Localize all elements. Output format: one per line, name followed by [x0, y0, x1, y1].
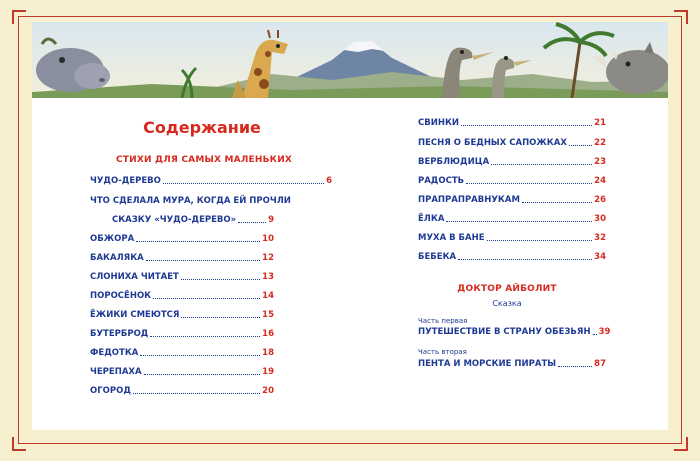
page-title: Содержание: [143, 118, 261, 137]
left-column: [32, 98, 352, 430]
animal-banner-illustration: [32, 22, 668, 98]
right-column: [352, 98, 668, 430]
section-heading-poems: СТИХИ ДЛЯ САМЫХ МАЛЕНЬКИХ: [115, 155, 293, 165]
contents-page: [32, 22, 668, 430]
toc-entry[interactable]: ВЕРБЛЮДИЦА 23: [418, 157, 606, 167]
toc-entry[interactable]: БЕБЕКА 34: [418, 252, 606, 262]
toc-entry[interactable]: ЁЛКА 30: [418, 214, 606, 224]
toc-entry[interactable]: ЧЕРЕПАХА 19: [90, 367, 274, 377]
toc-entry[interactable]: СВИНКИ 21: [418, 118, 606, 128]
corner-ornament: [12, 437, 26, 451]
toc-entry[interactable]: ОБЖОРА 10: [90, 234, 274, 244]
toc-entry[interactable]: ПЕСНЯ О БЕДНЫХ САПОЖКАХ 22: [418, 138, 606, 148]
part-label: Часть первая: [418, 317, 468, 325]
corner-ornament: [674, 10, 688, 24]
toc-entry[interactable]: ПЕНТА И МОРСКИЕ ПИРАТЫ 87: [418, 359, 606, 369]
toc-entry[interactable]: ОГОРОД 20: [90, 386, 274, 396]
toc-entry[interactable]: ФЕДОТКА 18: [90, 348, 274, 358]
toc-entry[interactable]: БУТЕРБРОД 16: [90, 329, 274, 339]
toc-entry[interactable]: СЛОНИХА ЧИТАЕТ 13: [90, 272, 274, 282]
toc-entry[interactable]: МУХА В БАНЕ 32: [418, 233, 606, 243]
toc-entry[interactable]: БАКАЛЯКА 12: [90, 253, 274, 263]
part-label: Часть вторая: [418, 348, 467, 356]
toc-entry[interactable]: ЧУДО-ДЕРЕВО 6: [90, 176, 332, 186]
section-subheading: Сказка: [492, 299, 522, 308]
toc-entry[interactable]: ЁЖИКИ СМЕЮТСЯ 15: [90, 310, 274, 320]
corner-ornament: [12, 10, 26, 24]
section-heading-aibolit: ДОКТОР АЙБОЛИТ: [457, 284, 557, 294]
corner-ornament: [674, 437, 688, 451]
toc-entry[interactable]: ПОРОСЁНОК 14: [90, 291, 274, 301]
toc-entry[interactable]: РАДОСТЬ 24: [418, 176, 606, 186]
toc-entry[interactable]: ЧТО СДЕЛАЛА МУРА, КОГДА ЕЙ ПРОЧЛИ: [90, 196, 291, 206]
toc-entry[interactable]: ПУТЕШЕСТВИЕ В СТРАНУ ОБЕЗЬЯН 39: [418, 327, 611, 337]
toc-entry[interactable]: ПРАПРАПРАВНУКАМ 26: [418, 195, 606, 205]
toc-entry[interactable]: СКАЗКУ «ЧУДО-ДЕРЕВО» 9: [112, 215, 274, 225]
